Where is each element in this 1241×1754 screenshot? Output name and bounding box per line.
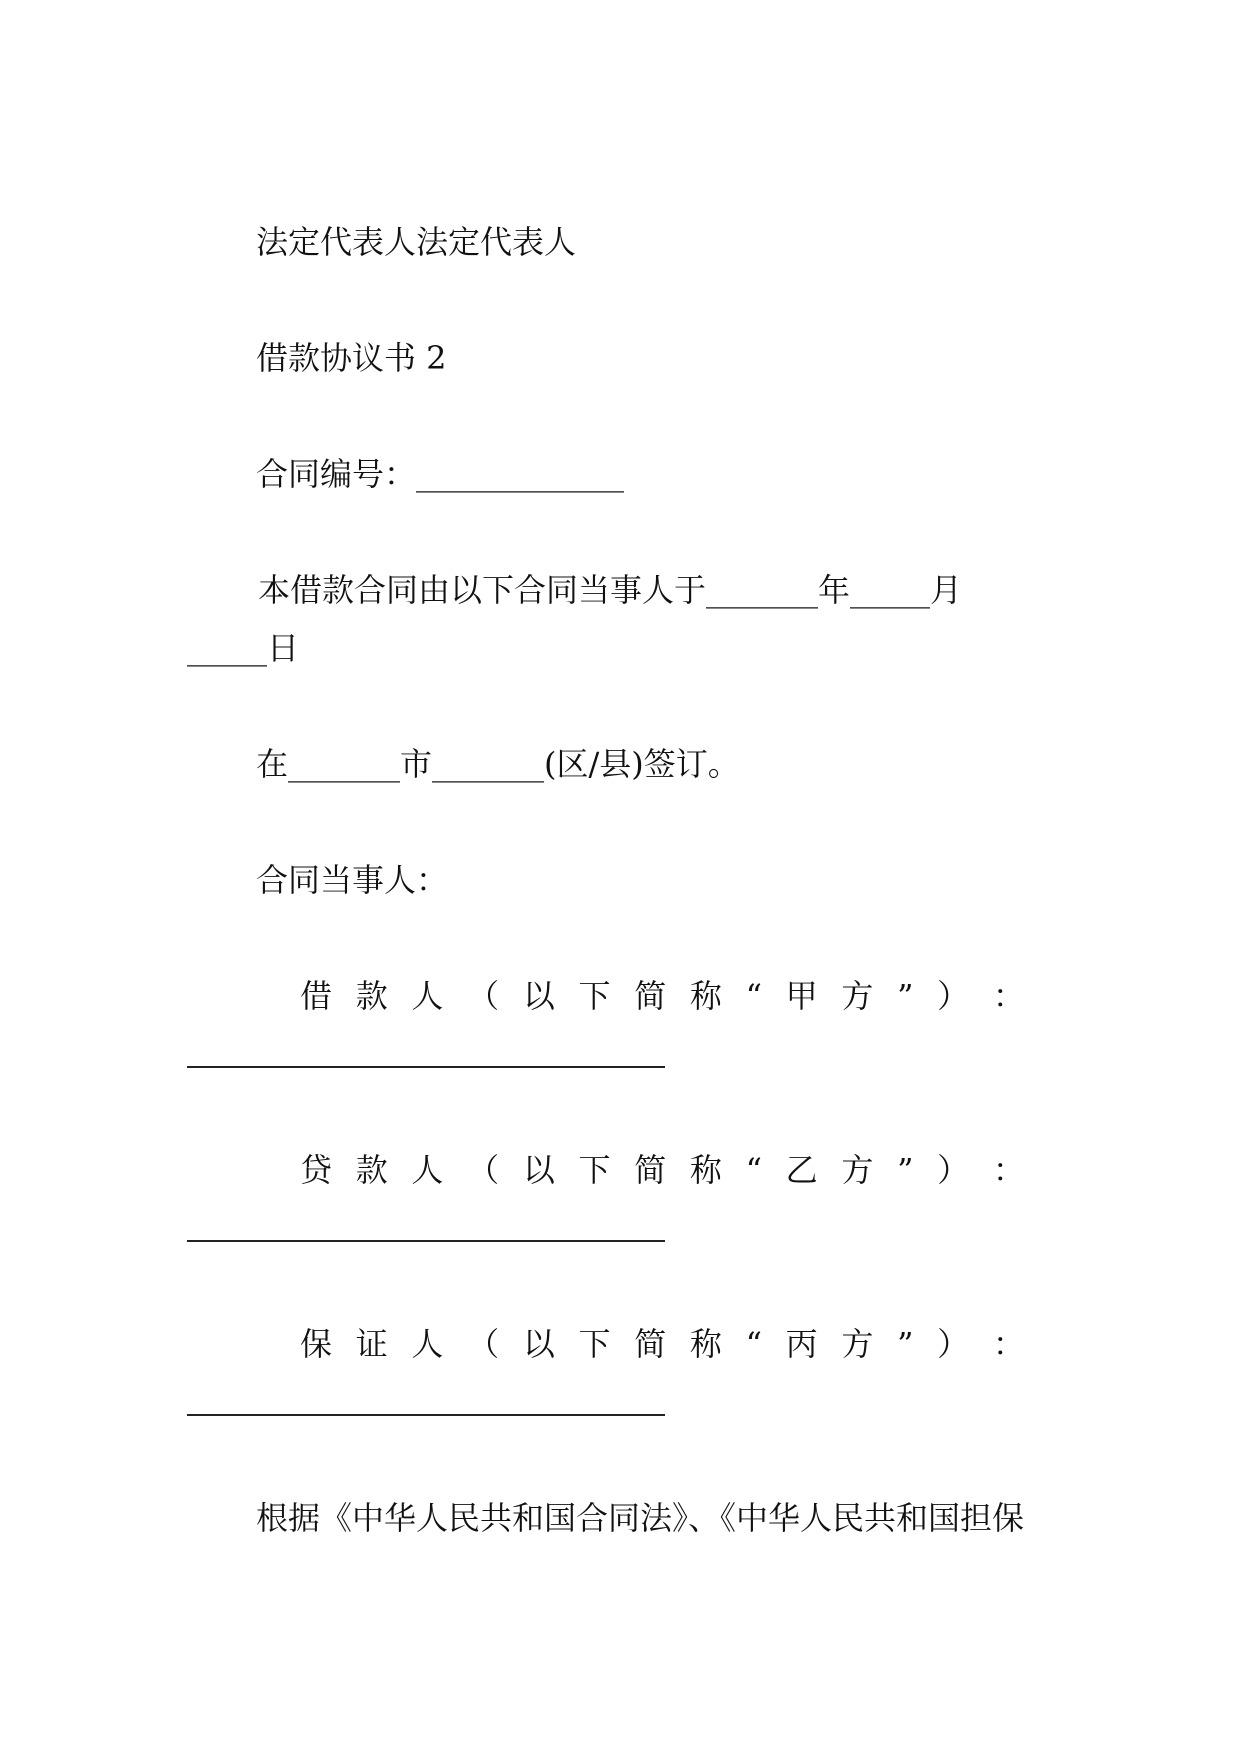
guarantor-char: 丙 xyxy=(785,1325,818,1363)
borrower-char: 人 xyxy=(411,977,444,1015)
guarantor-label xyxy=(300,1324,1025,1364)
borrower-char: ” xyxy=(897,977,914,1015)
lender-char: 人 xyxy=(411,1151,444,1189)
contract-number-line: 合同编号：_____________ xyxy=(256,455,625,493)
borrower-char: 款 xyxy=(355,977,388,1015)
lender-char: 简 xyxy=(634,1151,667,1189)
guarantor-char: 简 xyxy=(634,1325,667,1363)
lender-blank-line xyxy=(187,1240,665,1242)
guarantor-char: ： xyxy=(992,1325,1025,1363)
lender-char: 称 xyxy=(689,1151,722,1189)
guarantor-char: ” xyxy=(897,1325,914,1363)
lender-char: ： xyxy=(992,1151,1025,1189)
parties-heading: 合同当事人： xyxy=(256,861,449,899)
guarantor-blank-line xyxy=(187,1414,665,1416)
borrower-char: ） xyxy=(937,977,970,1015)
borrower-char: 借 xyxy=(300,977,333,1015)
borrower-char: 方 xyxy=(841,977,874,1015)
lender-label xyxy=(300,1150,1025,1190)
guarantor-char: 保 xyxy=(300,1325,333,1363)
borrower-char: 称 xyxy=(689,977,722,1015)
borrower-char: （ xyxy=(467,977,500,1015)
guarantor-char: 下 xyxy=(578,1325,611,1363)
guarantor-char: 方 xyxy=(841,1325,874,1363)
guarantor-char: （ xyxy=(467,1325,500,1363)
guarantor-char: 以 xyxy=(522,1325,555,1363)
legal-representative-line: 法定代表人法定代表人 xyxy=(256,223,577,261)
borrower-char: ： xyxy=(992,977,1025,1015)
guarantor-char: ） xyxy=(937,1325,970,1363)
signing-date-line-continued: _____日 xyxy=(187,629,300,667)
lender-char: 方 xyxy=(841,1151,874,1189)
borrower-char: 以 xyxy=(522,977,555,1015)
borrower-char: 甲 xyxy=(785,977,818,1015)
signing-place-line: 在_______市_______(区/县)签订。 xyxy=(256,745,740,783)
lender-char: “ xyxy=(745,1151,762,1189)
guarantor-char: 称 xyxy=(689,1325,722,1363)
lender-char: 款 xyxy=(355,1151,388,1189)
lender-char: 乙 xyxy=(785,1151,818,1189)
lender-char: 下 xyxy=(578,1151,611,1189)
borrower-label xyxy=(300,976,1025,1016)
signing-date-line: 本借款合同由以下合同当事人于_______年_____月 xyxy=(258,571,963,609)
borrower-char: “ xyxy=(745,977,762,1015)
guarantor-char: “ xyxy=(745,1325,762,1363)
borrower-char: 下 xyxy=(578,977,611,1015)
guarantor-char: 人 xyxy=(411,1325,444,1363)
lender-char: 贷 xyxy=(300,1151,333,1189)
borrower-char: 简 xyxy=(634,977,667,1015)
document-title: 借款协议书 2 xyxy=(256,339,447,377)
guarantor-char: 证 xyxy=(355,1325,388,1363)
lender-char: ” xyxy=(897,1151,914,1189)
borrower-blank-line xyxy=(187,1066,665,1068)
legal-basis-line: 根据《中华人民共和国合同法》、《中华人民共和国担保 xyxy=(256,1499,1025,1537)
lender-char: ） xyxy=(937,1151,970,1189)
lender-char: （ xyxy=(467,1151,500,1189)
lender-char: 以 xyxy=(522,1151,555,1189)
